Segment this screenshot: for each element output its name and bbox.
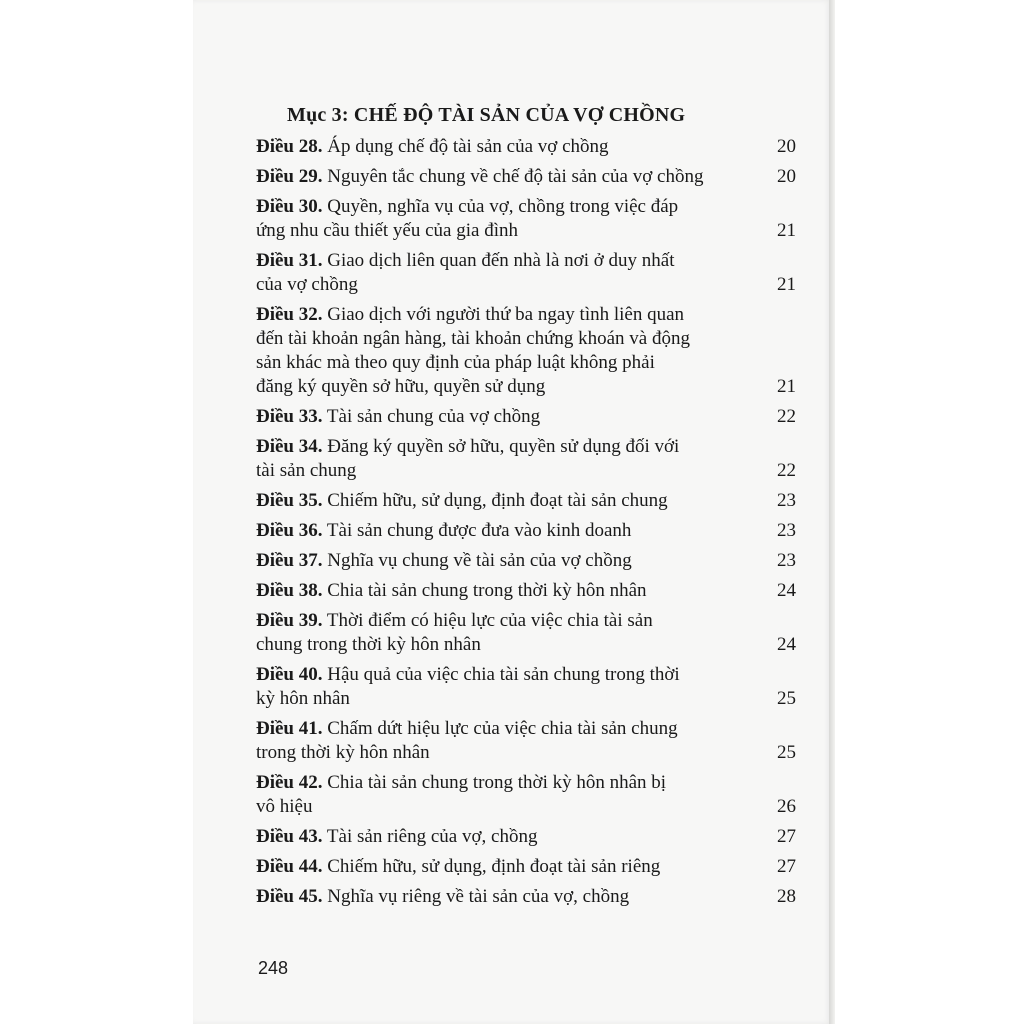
article-page-number: 27 [777,856,796,877]
article-page-number: 22 [777,460,796,481]
article-page-number: 28 [777,886,796,907]
article-title-line: Áp dụng chế độ tài sản của vợ chồng [327,136,609,157]
article-number: Điều 44. [256,856,323,877]
toc-entry-line [256,489,796,513]
article-page-number: 25 [777,742,796,763]
toc-entry [256,135,796,159]
toc-entry [256,435,796,483]
article-title-line: Chia tài sản chung trong thời kỳ hôn nhân [327,580,647,601]
article-number: Điều 33. [256,406,323,427]
toc-entry [256,885,796,909]
article-number: Điều 36. [256,520,323,541]
article-title-line: sản khác mà theo quy định của pháp luật không phải [256,352,655,373]
toc-entry-line [256,717,796,741]
toc-entry-line [256,273,796,297]
article-title-line: đến tài khoản ngân hàng, tài khoản chứng khoán và động [256,328,690,349]
article-title-line: ứng nhu cầu thiết yếu của gia đình [256,220,518,241]
article-title-line: Giao dịch với người thứ ba ngay tình liên quan [327,304,685,325]
toc-entry [256,549,796,573]
article-page-number: 25 [777,688,796,709]
section-title: Mục 3: CHẾ ĐỘ TÀI SẢN CỦA VỢ CHỒNG [287,104,686,126]
article-number: Điều 43. [256,826,323,847]
toc-entry-line [256,405,796,429]
toc-entry-line [256,165,796,189]
article-page-number: 20 [777,166,796,187]
article-title-line: của vợ chồng [256,274,358,295]
article-number: Điều 40. [256,664,323,685]
article-title-line: Giao dịch liên quan đến nhà là nơi ở duy nhất [327,250,675,271]
article-title-line: Tài sản riêng của vợ, chồng [326,826,538,847]
toc-entry-line [256,195,796,219]
article-page-number: 23 [777,550,796,571]
toc-entry [256,717,796,765]
article-title-line: vô hiệu [256,796,313,817]
toc-entry [256,165,796,189]
toc-entry [256,489,796,513]
toc-entry-line [256,795,796,819]
toc-entry [256,609,796,657]
toc-entry-line [256,327,796,351]
toc-entry-line [256,741,796,765]
article-title-line: đăng ký quyền sở hữu, quyền sử dụng [256,376,546,397]
toc-entry-line [256,459,796,483]
toc-entry-line [256,435,796,459]
article-title-line: Tài sản chung được đưa vào kinh doanh [326,520,632,541]
article-page-number: 21 [777,376,796,397]
article-title-line: Quyền, nghĩa vụ của vợ, chồng trong việc đáp [327,196,679,217]
toc-entry-line [256,351,796,375]
toc-entry [256,195,796,243]
toc-entry-line [256,135,796,159]
table-of-contents [256,135,796,915]
toc-entry [256,519,796,543]
toc-entry-line [256,609,796,633]
toc-entry [256,825,796,849]
article-title-line: tài sản chung [256,460,357,481]
toc-entry-line [256,579,796,603]
toc-entry-line [256,855,796,879]
article-number: Điều 35. [256,490,323,511]
article-number: Điều 32. [256,304,323,325]
article-page-number: 23 [777,520,796,541]
article-page-number: 26 [777,796,796,817]
article-page-number: 22 [777,406,796,427]
toc-entry [256,663,796,711]
article-title-line: Chia tài sản chung trong thời kỳ hôn nhân bị [327,772,667,793]
article-title-line: Tài sản chung của vợ chồng [326,406,541,427]
article-title-line: Đăng ký quyền sở hữu, quyền sử dụng đối với [327,436,680,457]
toc-entry [256,855,796,879]
article-page-number: 24 [777,634,796,655]
toc-entry-line [256,519,796,543]
toc-entry-line [256,825,796,849]
toc-entry-line [256,663,796,687]
article-page-number: 23 [777,490,796,511]
article-number: Điều 37. [256,550,323,571]
article-number: Điều 28. [256,136,323,157]
toc-entry-line [256,633,796,657]
article-title-line: Nghĩa vụ chung về tài sản của vợ chồng [327,550,632,571]
toc-entry [256,579,796,603]
article-page-number: 27 [777,826,796,847]
article-title-line: Thời điểm có hiệu lực của việc chia tài sản [326,610,653,631]
article-title-line: kỳ hôn nhân [256,688,350,709]
article-number: Điều 39. [256,610,323,631]
toc-entry [256,303,796,399]
article-title-line: Chiếm hữu, sử dụng, định đoạt tài sản chung [327,490,668,511]
article-page-number: 21 [777,220,796,241]
article-title-line: Hậu quả của việc chia tài sản chung trong thời [327,664,680,685]
article-number: Điều 45. [256,886,323,907]
article-number: Điều 31. [256,250,323,271]
article-number: Điều 34. [256,436,323,457]
toc-entry [256,771,796,819]
article-number: Điều 38. [256,580,323,601]
article-number: Điều 42. [256,772,323,793]
article-title-line: trong thời kỳ hôn nhân [256,742,430,763]
toc-entry-line [256,219,796,243]
article-title-line: chung trong thời kỳ hôn nhân [256,634,481,655]
toc-entry [256,249,796,297]
page-number: 248 [258,958,289,978]
article-page-number: 20 [777,136,796,157]
article-title-line: Chiếm hữu, sử dụng, định đoạt tài sản riêng [327,856,661,877]
toc-entry-line [256,771,796,795]
page-edge [829,0,835,1024]
article-title-line: Nghĩa vụ riêng về tài sản của vợ, chồng [327,886,630,907]
article-number: Điều 41. [256,718,323,739]
toc-entry-line [256,885,796,909]
toc-entry [256,405,796,429]
toc-entry-line [256,687,796,711]
article-title-line: Chấm dứt hiệu lực của việc chia tài sản chung [327,718,678,739]
toc-entry-line [256,549,796,573]
article-number: Điều 29. [256,166,323,187]
article-page-number: 24 [777,580,796,601]
toc-entry-line [256,303,796,327]
article-title-line: Nguyên tắc chung về chế độ tài sản của vợ chồng [327,166,704,187]
toc-entry-line [256,249,796,273]
article-number: Điều 30. [256,196,323,217]
article-page-number: 21 [777,274,796,295]
toc-entry-line [256,375,796,399]
